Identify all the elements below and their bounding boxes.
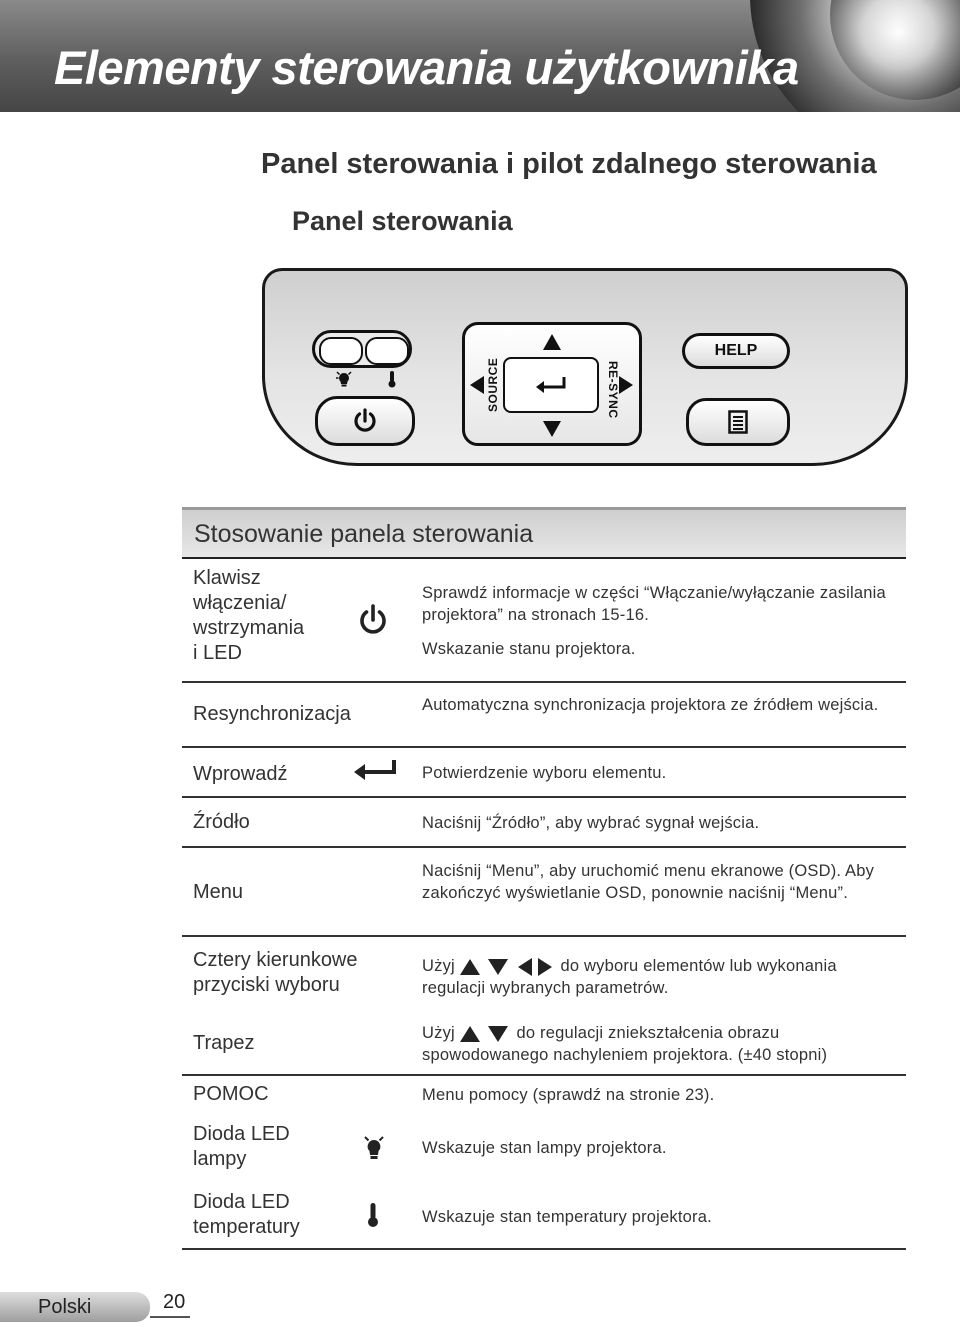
thermometer-icon [366, 1202, 380, 1228]
power-icon [350, 406, 380, 436]
header-banner [0, 0, 960, 112]
row-label: Menu [193, 881, 244, 903]
table-row-lamp-led [182, 1119, 906, 1184]
section-title: Panel sterowania i pilot zdalnego sterowania [261, 148, 877, 180]
table-row-keystone [182, 1009, 906, 1076]
row-description-prefix: Użyj [422, 1024, 455, 1042]
table-row-resync [182, 683, 906, 748]
power-button[interactable] [315, 396, 415, 446]
lamp-icon [362, 1134, 386, 1162]
table-row-directional [182, 937, 906, 1009]
led-indicators [312, 330, 412, 368]
down-arrow-button[interactable] [543, 421, 561, 437]
row-description: Naciśnij “Źródło”, aby wybrać sygnał wejścia. [422, 814, 760, 832]
row-description: Wskazuje stan temperatury projektora. [422, 1208, 712, 1226]
up-down-arrows-icon [460, 1024, 512, 1044]
row-label: Cztery kierunkowe przyciski wyboru [193, 949, 358, 996]
temp-led [365, 337, 409, 365]
row-description: Naciśnij “Menu”, aby uruchomić menu ekranowe (OSD). Aby zakończyć wyświetlanie OSD, ponownie naciśnij “Menu”. [422, 862, 875, 902]
row-label: Źródło [193, 811, 250, 833]
row-label: Dioda LED lampy [193, 1123, 290, 1170]
row-description: Potwierdzenie wyboru elementu. [422, 764, 667, 782]
row-label: Dioda LED temperatury [193, 1191, 300, 1238]
up-arrow-button[interactable] [543, 334, 561, 350]
table-row-source [182, 798, 906, 848]
lamp-icon [335, 370, 353, 388]
thermometer-icon [386, 370, 398, 388]
language-label: Polski [38, 1295, 92, 1318]
row-description: Menu pomocy (sprawdź na stronie 23). [422, 1086, 715, 1104]
row-description [422, 955, 892, 999]
direction-arrows-icon [460, 957, 556, 977]
power-icon [356, 603, 390, 639]
menu-button[interactable] [686, 398, 790, 446]
row-description [422, 1022, 892, 1066]
table-row-temp-led [182, 1184, 906, 1250]
table-title: Stosowanie panela sterowania [194, 520, 534, 548]
enter-icon [534, 375, 568, 395]
row-label: Resynchronizacja [193, 703, 351, 725]
enter-icon [352, 758, 398, 782]
lamp-led [319, 337, 363, 365]
source-button-label[interactable]: SOURCE [486, 357, 500, 412]
page-title: Elementy sterowania użytkownika [54, 41, 799, 94]
left-arrow-button[interactable] [470, 376, 484, 394]
row-label: POMOC [193, 1083, 269, 1105]
subsection-title: Panel sterowania [292, 206, 513, 236]
row-description-suffix: do wyboru elementów lub wykonania regulacji wybranych parametrów. [422, 957, 837, 997]
row-description-prefix: Użyj [422, 957, 455, 975]
table-row-enter [182, 748, 906, 798]
right-arrow-button[interactable] [619, 376, 633, 394]
row-description: Wskazuje stan lampy projektora. [422, 1139, 667, 1157]
enter-button[interactable] [503, 357, 599, 413]
row-description-suffix: do regulacji zniekształcenia obrazu spowodowanego nachyleniem projektora. (±40 stopni) [422, 1024, 828, 1064]
row-description: Automatyczna synchronizacja projektora ze źródłem wejścia. [422, 696, 879, 714]
table-header [182, 507, 906, 559]
help-button[interactable]: HELP [682, 333, 790, 369]
language-tab [0, 1292, 150, 1322]
table-row-menu [182, 848, 906, 937]
row-label: Klawisz włączenia/ wstrzymania i LED [193, 567, 305, 664]
footer-divider [150, 1316, 190, 1318]
row-description-status: Wskazanie stanu projektora. [422, 640, 636, 658]
table-row-help [182, 1076, 906, 1119]
menu-icon [728, 410, 748, 434]
table-row-power [182, 559, 906, 683]
page-number: 20 [163, 1291, 186, 1313]
row-label: Wprowadź [193, 763, 288, 785]
resync-button-label[interactable]: RE-SYNC [606, 361, 620, 419]
row-description: Sprawdź informacje w części “Włączanie/wyłączanie zasilania projektora” na stronach 15-16. [422, 584, 886, 624]
row-label: Trapez [193, 1032, 255, 1054]
